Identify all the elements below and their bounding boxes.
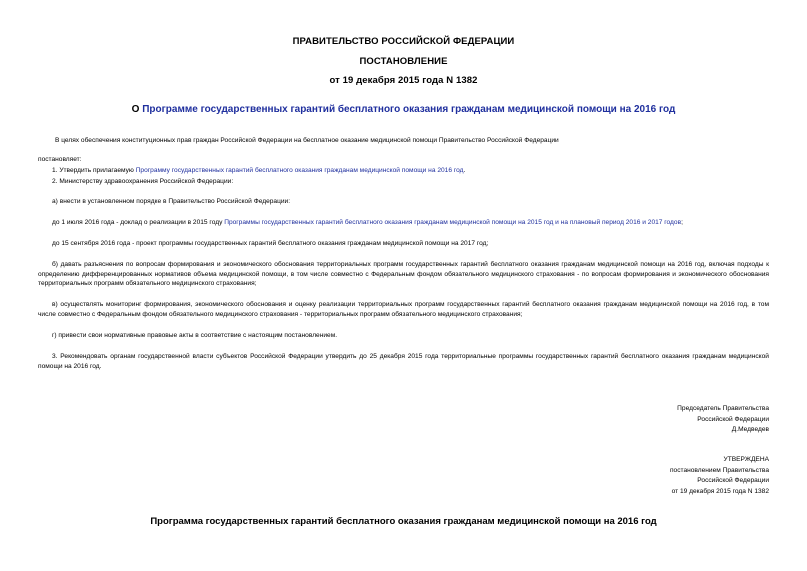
item-2a-2: до 15 сентября 2016 года - проект программы государственных гарантий бесплатного оказания гражданам медицинской помощи на 2017 год; [52,240,489,247]
approval-by: постановлением Правительства [669,466,769,474]
decree-type-heading: ПОСТАНОВЛЕНИЕ [359,56,448,67]
item-1 [52,166,769,176]
item-2: 2. Министерству здравоохранения Российской Федерации: [52,178,234,185]
decree-date-number: от 19 декабря 2015 года N 1382 [329,75,478,86]
item-2a-1 [52,218,769,228]
approval-block [670,455,769,497]
signature-country: Российской Федерации [697,415,769,423]
item-1-prefix: 1. Утвердить прилагаемую [52,167,136,174]
program-title: Программа государственных гарантий бесплатного оказания гражданам медицинской помощи на 2016 год [150,516,657,527]
approval-date: от 19 декабря 2015 года N 1382 [671,487,769,495]
signature-name: Д.Медведев [731,426,769,434]
item-2a-1-suffix: ; [681,219,683,226]
intro-paragraph: В целях обеспечения конституционных прав граждан Российской Федерации на бесплатное оказание медицинской помощи Правительство Российской Федерации [55,137,559,144]
item-2d: г) привести свои нормативные правовые акты в соответствие с настоящим постановлением. [52,332,338,339]
item-2a-1-program-link[interactable]: Программы государственных гарантий бесплатного оказания гражданам медицинской помощи на 2015 год и на плановый период 2016 и 2017 годов [224,219,682,226]
item-2a-1-prefix: до 1 июля 2016 года - доклад о реализации в 2015 году [52,219,225,226]
decree-title [0,104,807,115]
signature-block [677,404,769,436]
signature-position: Председатель Правительства [677,405,769,412]
item-3: 3. Рекомендовать органам государственной власти субъектов Российской Федерации утвердить до 25 декабря 2015 года территориальные программы государственных гарантий бесплатного оказания гражданам медицинской помощи на 2016 год. [38,353,769,370]
approval-country: Российской Федерации [697,477,769,485]
item-2a: а) внести в установленном порядке в Правительство Российской Федерации: [52,198,291,205]
item-1-program-link[interactable]: Программу государственных гарантий бесплатного оказания гражданам медицинской помощи на 2016 год [135,167,464,174]
resolves-text: постановляет: [38,156,82,163]
approval-heading: УТВЕРЖДЕНА [723,456,769,463]
government-heading: ПРАВИТЕЛЬСТВО РОССИЙСКОЙ ФЕДЕРАЦИИ [292,36,515,47]
item-1-suffix: . [463,167,466,174]
decree-title-prefix: О [131,104,143,115]
item-2c: в) осуществлять мониторинг формирования, экономического обоснования и оценку реализации территориальных программ государственных гарантий бесплатного оказания гражданам медицинской помощи на 2016 год, в том числе совместно с Федеральным фондом обязательного медицинского страхования - территориальных программ обязательного медицинского страхования; [38,301,769,318]
decree-title-link[interactable]: Программе государственных гарантий бесплатного оказания гражданам медицинской помощи на 2016 год [142,104,676,115]
item-2b: б) давать разъяснения по вопросам формирования и экономического обоснования территориальных программ государственных гарантий бесплатного оказания гражданам медицинской помощи на 2016 год, включая подходы к определению дифференцированных нормативов объема медицинской помощи, в том числе совместно с Федеральным фондом обязательного медицинского страхования - по вопросам формирования и экономического обоснования территориальных программ обязательного медицинского страхования; [38,261,769,288]
